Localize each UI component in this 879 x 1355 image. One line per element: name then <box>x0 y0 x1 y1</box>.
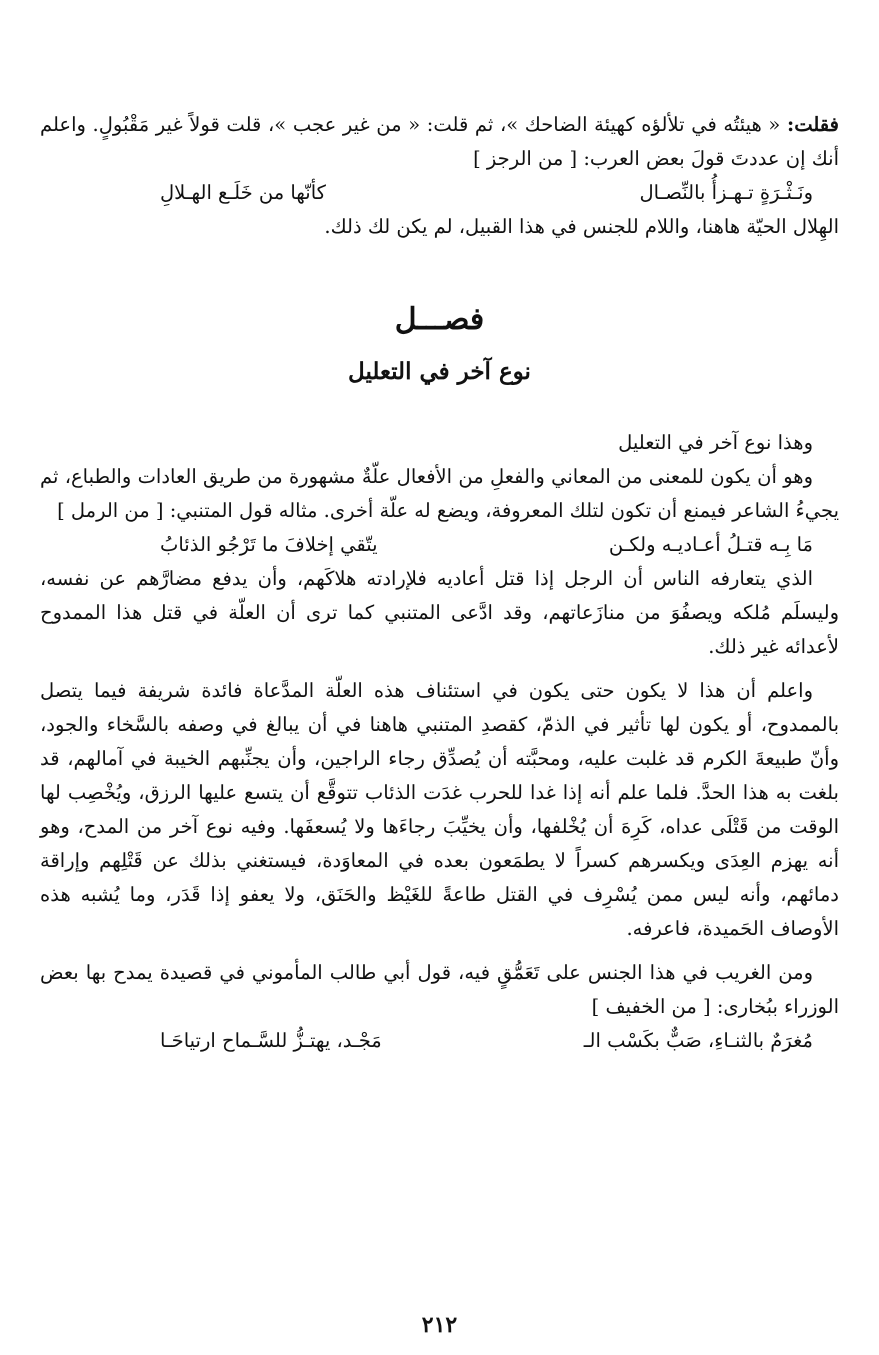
verse-3 <box>40 1024 839 1058</box>
verse-2 <box>40 528 839 562</box>
paragraph-6: ومن الغريب في هذا الجنس على تَعَمُّقٍ فيه، قول أبي طالب المأموني في قصيدة يمدح بها بعض الوزراء ببُخارى: [ من الخفيف ] <box>40 961 839 1018</box>
verse-2-first-hemistich: مَا بِـه قتـلُ أعـاديـه ولكـن <box>608 533 813 556</box>
verse-3-first-hemistich: مُغرَمٌ بالثنـاءِ، صَبٌّ بكَسْب الـ <box>583 1029 813 1052</box>
verse-1-first-hemistich: ونَـثْـرَةٍ تـهـزأُ بالنِّصـال <box>639 181 813 204</box>
paragraph-1 <box>40 108 839 176</box>
book-page <box>40 108 839 1355</box>
paragraph-5: واعلم أن هذا لا يكون حتى يكون في استئناف هذه العلّة المدَّعاة فائدة شريفة فيما يتصل بالممدوح، أو يكون لها تأثير في الذمّ، كقصدِ المتنبي هاهنا في أن يبالغ في وصفه بالسَّخاء والجود، وأنّ طبيعةَ الكرم قد غلبت عليه، ومحبَّته أن يُصدِّق رجاء الراجين، وأن يجنِّبهم الخيبة في آمالهم، قد بلغت به هذا الحدَّ. فلما علم أنه إذا غدا للحرب غدَت الذئاب تتوقَّع أن يتسع عليها الرزق، ويُخْصِب لها الوقت من قَتْلَى عداه، كَرِهَ أن يُخْلفها، وأن يخيِّبَ رجاءَها ولا يُسعفَها. وفيه نوع آخر من المدح، وهو أنه يهزم العِدَى ويكسرهم كسراً لا يطمَعون بعده في المعاوَدة، فيستغني بذلك عن قَتْلِهم وإراقة دمائهم، وأنه ليس ممن يُسْرِف في القتل طاعةً للغَيْظ والحَنَق، ولا يعفو إذا قَدَر، وما يُشبه هذه الأوصاف الحَميدة، فاعرفه. <box>40 679 839 940</box>
verse-1-second-hemistich: كأنّها من خَلَـع الهـلالِ <box>160 181 326 204</box>
page-number: ٢١٢ <box>421 1312 458 1338</box>
paragraph-1-text: « هيئتُه في تلألؤه كهيئة الضاحك »، ثم قلت: « من غير عجب »، قلت قولاً غير مَقْبُولٍ. واعلم أنك إن عددتَ قولَ بعض العرب: [ من الرجز ] <box>40 113 839 170</box>
verse-1 <box>40 176 839 210</box>
verse-2-second-hemistich: يتّقي إخلافَ ما تَرْجُو الذئابُ <box>160 533 378 556</box>
section-heading: فصـــل <box>394 302 485 337</box>
section-subheading: نوع آخر في التعليل <box>348 358 531 385</box>
verse-3-second-hemistich: مَجْـد، يهتـزُّ للسَّـماح ارتياحَـا <box>160 1029 382 1052</box>
intro-line: وهذا نوع آخر في التعليل <box>618 431 813 454</box>
paragraph-1-lead: فقلت: <box>787 113 839 136</box>
paragraph-3: وهو أن يكون للمعنى من المعاني والفعلِ من الأفعال علّةٌ مشهورة من طريق العادات والطباع، ثم يجيءُ الشاعر فيمنع أن تكون لتلك المعروفة، ويضع له علّة أخرى. مثاله قول المتنبي: [ من الرمل ] <box>40 465 839 522</box>
paragraph-4: الذي يتعارفه الناس أن الرجل إذا قتل أعاديه فلإرادته هلاكَهم، وأن يدفع مضارَّهم عن نفسه، وليسلَم مُلكه ويصفُوَ من منازَعاتهم، وقد ادَّعى المتنبي كما ترى أن العلّة في قتل هذا الممدوح لأعدائه غير ذلك. <box>40 567 839 658</box>
paragraph-2: الهِلال الحيّة هاهنا، واللام للجنس في هذا القبيل، لم يكن لك ذلك. <box>324 215 839 238</box>
